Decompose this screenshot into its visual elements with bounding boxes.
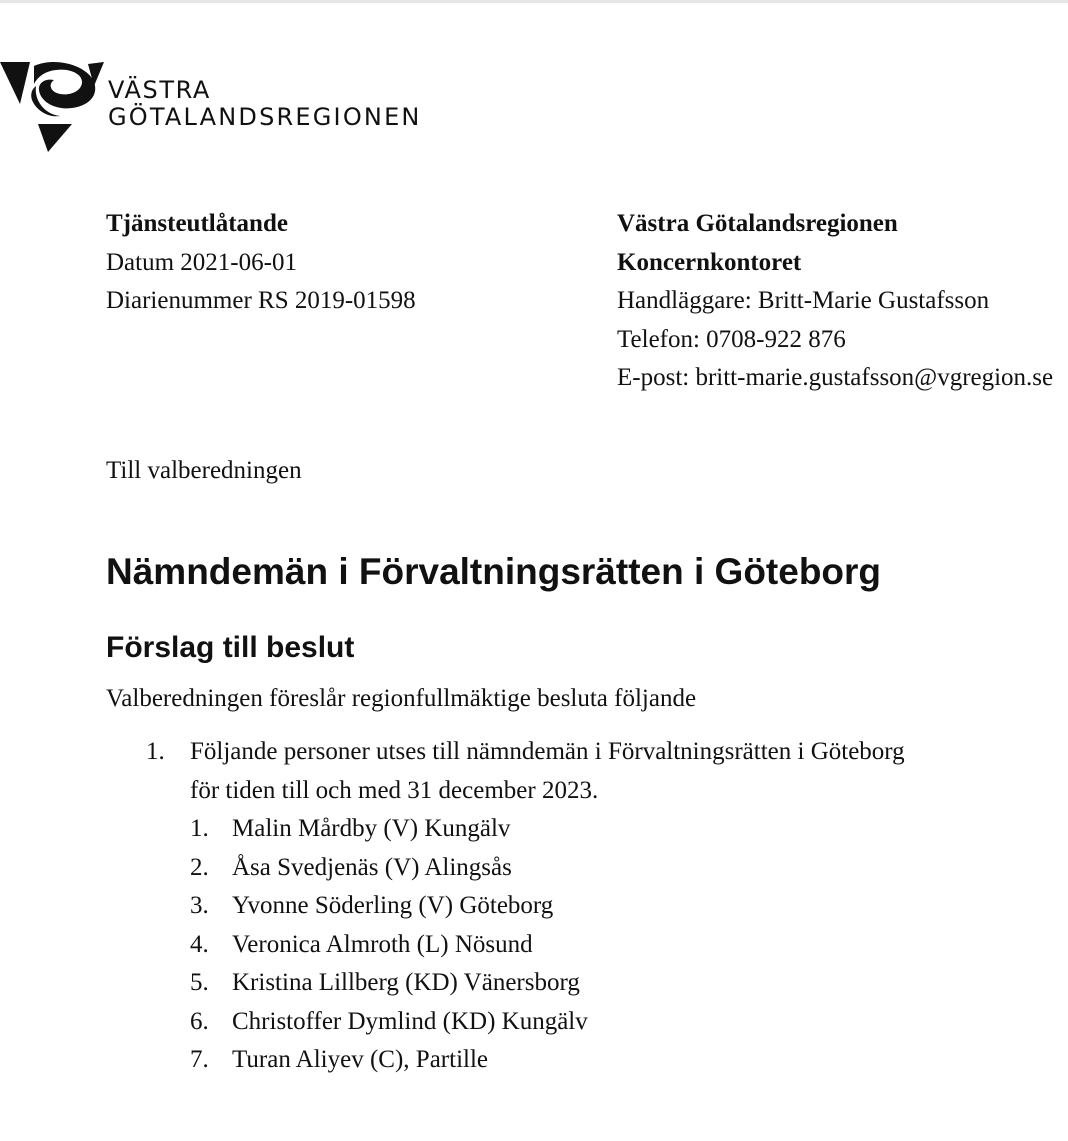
decision-number: 1.	[146, 738, 165, 765]
list-item	[146, 1041, 1010, 1080]
decision-text-line: för tiden till och med 31 december 2023.	[190, 776, 599, 804]
vgr-logo-icon	[0, 60, 104, 156]
section-heading: Förslag till beslut	[106, 631, 355, 664]
decision-item	[146, 733, 1010, 810]
list-item-number: 2.	[190, 853, 209, 881]
list-item	[146, 964, 1010, 1003]
document-date: Datum 2021-06-01	[106, 248, 297, 276]
list-item-number: 1.	[190, 815, 209, 842]
person-name: Yvonne Söderling (V) Göteborg	[232, 892, 554, 919]
decision-text-line: Följande personer utses till nämndemän i Förvaltningsrätten i Göteborg	[190, 738, 905, 765]
list-item	[146, 849, 1010, 888]
person-name: Malin Mårdby (V) Kungälv	[232, 815, 511, 842]
department-name: Koncernkontoret	[617, 248, 802, 276]
person-name: Åsa Svedjenäs (V) Alingsås	[232, 853, 512, 881]
phone-number: Telefon: 0708-922 876	[617, 325, 846, 353]
logo-text-line1: VÄSTRA	[108, 76, 211, 104]
person-name: Veronica Almroth (L) Nösund	[232, 930, 533, 958]
page-title: Nämndemän i Förvaltningsrätten i Göteborg	[106, 551, 882, 592]
logo-text-line2: GÖTALANDSREGIONEN	[108, 103, 422, 131]
document-type: Tjänsteutlåtande	[106, 210, 288, 237]
list-item	[146, 887, 1010, 926]
organization-name: Västra Götalandsregionen	[617, 210, 898, 237]
list-item-number: 4.	[190, 930, 209, 958]
decision-list	[146, 733, 1010, 1080]
addressee: Till valberedningen	[106, 457, 302, 484]
list-item-number: 7.	[190, 1046, 209, 1073]
person-name: Turan Aliyev (C), Partille	[232, 1046, 489, 1073]
decision-text	[190, 733, 1010, 810]
list-item	[146, 810, 1010, 849]
person-name: Kristina Lillberg (KD) Vänersborg	[232, 969, 580, 996]
reference-number: Diarienummer RS 2019-01598	[106, 287, 416, 314]
document-meta	[106, 205, 576, 321]
top-divider	[0, 0, 1068, 3]
intro-text: Valberedningen föreslår regionfullmäktige besluta följande	[106, 685, 697, 712]
list-item-number: 3.	[190, 892, 209, 919]
person-list	[146, 810, 1010, 1080]
sender-info	[617, 205, 1068, 398]
list-item-number: 6.	[190, 1007, 209, 1035]
list-item-number: 5.	[190, 969, 209, 996]
case-officer: Handläggare: Britt-Marie Gustafsson	[617, 287, 990, 314]
list-item	[146, 926, 1010, 965]
email-address: E-post: britt-marie.gustafsson@vgregion.se	[617, 364, 1054, 391]
list-item	[146, 1003, 1010, 1042]
person-name: Christoffer Dymlind (KD) Kungälv	[232, 1007, 588, 1035]
